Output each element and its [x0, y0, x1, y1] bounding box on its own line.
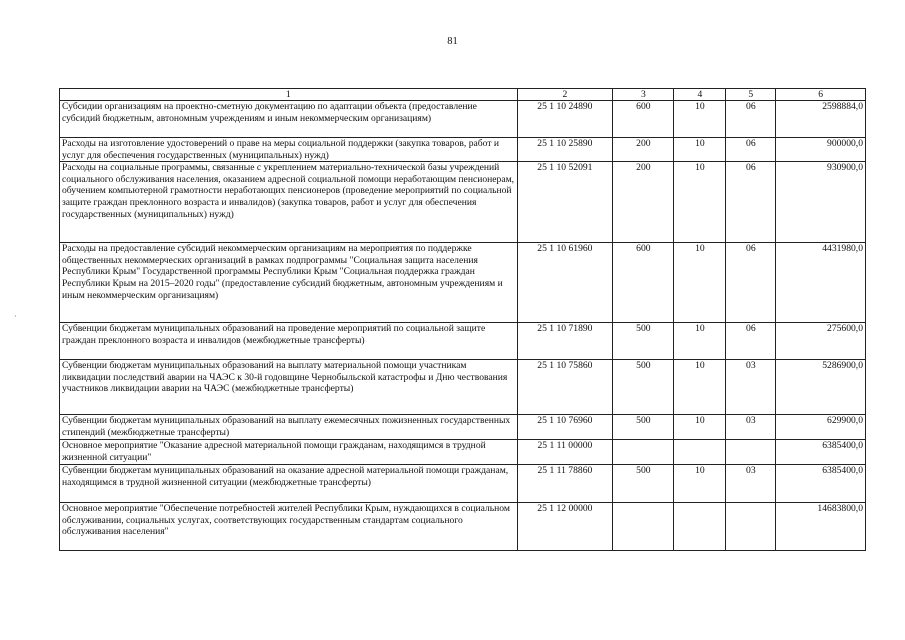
- row-amount-cell: 629900,0: [776, 415, 866, 440]
- table-row: [60, 360, 866, 415]
- row-amount-cell: 4431980,0: [776, 243, 866, 323]
- row-expense-type-cell: 500: [613, 360, 674, 415]
- table-row: [60, 162, 866, 243]
- header-cell-2: 2: [517, 89, 613, 101]
- row-section-cell: 10: [674, 101, 726, 138]
- row-subsection-cell: [726, 440, 776, 465]
- row-amount-cell: 930900,0: [776, 162, 866, 243]
- row-section-cell: 10: [674, 138, 726, 162]
- row-name-cell: Субсидии организациям на проектно-сметную документацию по адаптации объекта (предоставление субсидий бюджетным, автономным учреждениям и иным некоммерческим организациям): [60, 101, 518, 138]
- row-amount-cell: 6385400,0: [776, 465, 866, 503]
- header-cell-1: 1: [60, 89, 518, 101]
- row-amount-cell: 2598884,0: [776, 101, 866, 138]
- table-header-row: [60, 89, 866, 101]
- row-code-cell: 25 1 12 00000: [517, 503, 613, 551]
- row-subsection-cell: 03: [726, 360, 776, 415]
- row-code-cell: 25 1 11 78860: [517, 465, 613, 503]
- row-amount-cell: 900000,0: [776, 138, 866, 162]
- row-expense-type-cell: 600: [613, 243, 674, 323]
- row-name-cell: Основное мероприятие "Оказание адресной материальной помощи гражданам, находящимся в трудной жизненной ситуации": [60, 440, 518, 465]
- row-name-cell: Субвенции бюджетам муниципальных образований на проведение мероприятий по социальной защите граждан преклонного возраста и инвалидов (межбюджетные трансферты): [60, 323, 518, 360]
- row-section-cell: 10: [674, 465, 726, 503]
- row-name-cell: Расходы на социальные программы, связанные с укреплением материально-технической базы учреждений социального обслуживания населения, оказанием адресной социальной помощи неработающим пенсионерам, обучением компьютерной грамотности неработающих пенсионеров (проведение мероприятий по социальной защите граждан преклонного возраста и инвалидов) (закупка товаров, работ и услуг для обеспечения государственных (муниципальных) нужд): [60, 162, 518, 243]
- row-section-cell: 10: [674, 243, 726, 323]
- row-section-cell: 10: [674, 360, 726, 415]
- row-amount-cell: 14683800,0: [776, 503, 866, 551]
- row-subsection-cell: 03: [726, 465, 776, 503]
- header-cell-3: 3: [613, 89, 674, 101]
- header-cell-6: 6: [776, 89, 866, 101]
- row-amount-cell: 5286900,0: [776, 360, 866, 415]
- row-section-cell: 10: [674, 162, 726, 243]
- header-cell-5: 5: [726, 89, 776, 101]
- row-name-cell: Основное мероприятие "Обеспечение потребностей жителей Республики Крым, нуждающихся в социальном обслуживании, социальных услугах, соответствующих государственным стандартам социального обслуживания населения": [60, 503, 518, 551]
- row-subsection-cell: 06: [726, 162, 776, 243]
- row-section-cell: 10: [674, 323, 726, 360]
- row-name-cell: Субвенции бюджетам муниципальных образований на оказание адресной материальной помощи гражданам, находящимся в трудной жизненной ситуации (межбюджетные трансферты): [60, 465, 518, 503]
- row-subsection-cell: 03: [726, 415, 776, 440]
- row-expense-type-cell: 200: [613, 162, 674, 243]
- header-cell-4: 4: [674, 89, 726, 101]
- row-name-cell: Расходы на изготовление удостоверений о праве на меры социальной поддержки (закупка товаров, работ и услуг для обеспечения государственных (муниципальных) нужд): [60, 138, 518, 162]
- row-code-cell: 25 1 10 25890: [517, 138, 613, 162]
- table-row: [60, 243, 866, 323]
- table-row: [60, 503, 866, 551]
- row-section-cell: [674, 440, 726, 465]
- row-code-cell: 25 1 10 71890: [517, 323, 613, 360]
- row-expense-type-cell: 200: [613, 138, 674, 162]
- row-code-cell: 25 1 10 76960: [517, 415, 613, 440]
- row-expense-type-cell: 500: [613, 323, 674, 360]
- row-subsection-cell: 06: [726, 243, 776, 323]
- row-expense-type-cell: [613, 440, 674, 465]
- row-subsection-cell: 06: [726, 323, 776, 360]
- row-expense-type-cell: 500: [613, 465, 674, 503]
- table-row: [60, 323, 866, 360]
- row-expense-type-cell: [613, 503, 674, 551]
- row-code-cell: 25 1 10 52091: [517, 162, 613, 243]
- row-name-cell: Субвенции бюджетам муниципальных образований на выплату материальной помощи участникам ликвидации последствий аварии на ЧАЭС к 30-й годовщине Чернобыльской катастрофы и Дню чествования участников ликвидации аварии на ЧАЭС (межбюджетные трансферты): [60, 360, 518, 415]
- row-amount-cell: 275600,0: [776, 323, 866, 360]
- page-number: 81: [447, 36, 458, 47]
- row-expense-type-cell: 600: [613, 101, 674, 138]
- row-code-cell: 25 1 10 75860: [517, 360, 613, 415]
- table-row: [60, 138, 866, 162]
- stray-mark: ·: [14, 312, 17, 321]
- budget-table: [59, 88, 866, 551]
- row-expense-type-cell: 500: [613, 415, 674, 440]
- row-code-cell: 25 1 11 00000: [517, 440, 613, 465]
- row-subsection-cell: 06: [726, 101, 776, 138]
- row-section-cell: [674, 503, 726, 551]
- table-row: [60, 415, 866, 440]
- table-row: [60, 465, 866, 503]
- row-code-cell: 25 1 10 61960: [517, 243, 613, 323]
- row-name-cell: Субвенции бюджетам муниципальных образований на выплату ежемесячных пожизненных государственных стипендий (межбюджетные трансферты): [60, 415, 518, 440]
- row-name-cell: Расходы на предоставление субсидий некоммерческим организациям на мероприятия по поддержке общественных некоммерческих организаций в рамках подпрограммы "Социальная защита населения Республики Крым" Государственной программы Республики Крым "Социальная поддержка граждан Республики Крым на 2015–2020 годы" (предоставление субсидий бюджетным, автономным учреждениям и иным некоммерческим организациям): [60, 243, 518, 323]
- row-subsection-cell: 06: [726, 138, 776, 162]
- row-section-cell: 10: [674, 415, 726, 440]
- row-amount-cell: 6385400,0: [776, 440, 866, 465]
- row-subsection-cell: [726, 503, 776, 551]
- table-row: [60, 440, 866, 465]
- row-code-cell: 25 1 10 24890: [517, 101, 613, 138]
- table-row: [60, 101, 866, 138]
